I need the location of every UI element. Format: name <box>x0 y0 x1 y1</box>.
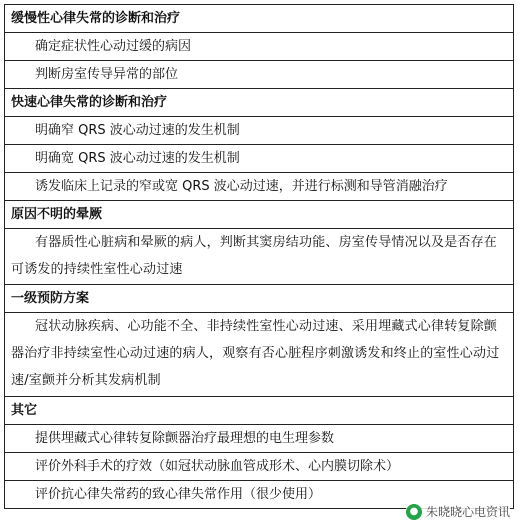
list-item: 明确宽 QRS 波心动过速的发生机制 <box>5 145 513 173</box>
paragraph-text: 有器质性心脏病和晕厥的病人，判断其窦房结功能、房室传导情况以及是否存在可诱发的持续性室性心动过速 <box>5 229 513 285</box>
watermark <box>406 503 510 520</box>
section-heading: 一级预防方案 <box>5 285 513 313</box>
section-heading: 原因不明的晕厥 <box>5 201 513 229</box>
watermark-text: 朱晓晓心电资讯 <box>425 505 510 519</box>
wechat-icon: ● <box>406 504 422 520</box>
list-item: 诱发临床上记录的窄或宽 QRS 波心动过速，并进行标测和导管消融治疗 <box>5 173 513 201</box>
list-item: 明确窄 QRS 波心动过速的发生机制 <box>5 117 513 145</box>
section-heading: 其它 <box>5 397 513 425</box>
paragraph-text: 冠状动脉疾病、心功能不全、非持续性室性心动过速、采用埋藏式心律转复除颤器治疗非持续室性心动过速的病人，观察有否心脏程序刺激诱发和终止的室性心动过速/室颤并分析其发病机制 <box>5 313 513 397</box>
document-table <box>4 4 514 509</box>
list-item: 评价外科手术的疗效（如冠状动脉血管成形术、心内膜切除术） <box>5 453 513 481</box>
list-item: 提供埋藏式心律转复除颤器治疗最理想的电生理参数 <box>5 425 513 453</box>
list-item: 确定症状性心动过缓的病因 <box>5 33 513 61</box>
list-item: 评价抗心律失常药的致心律失常作用（很少使用） <box>5 481 513 509</box>
section-heading: 快速心律失常的诊断和治疗 <box>5 89 513 117</box>
list-item: 判断房室传导异常的部位 <box>5 61 513 89</box>
section-heading: 缓慢性心律失常的诊断和治疗 <box>5 5 513 33</box>
